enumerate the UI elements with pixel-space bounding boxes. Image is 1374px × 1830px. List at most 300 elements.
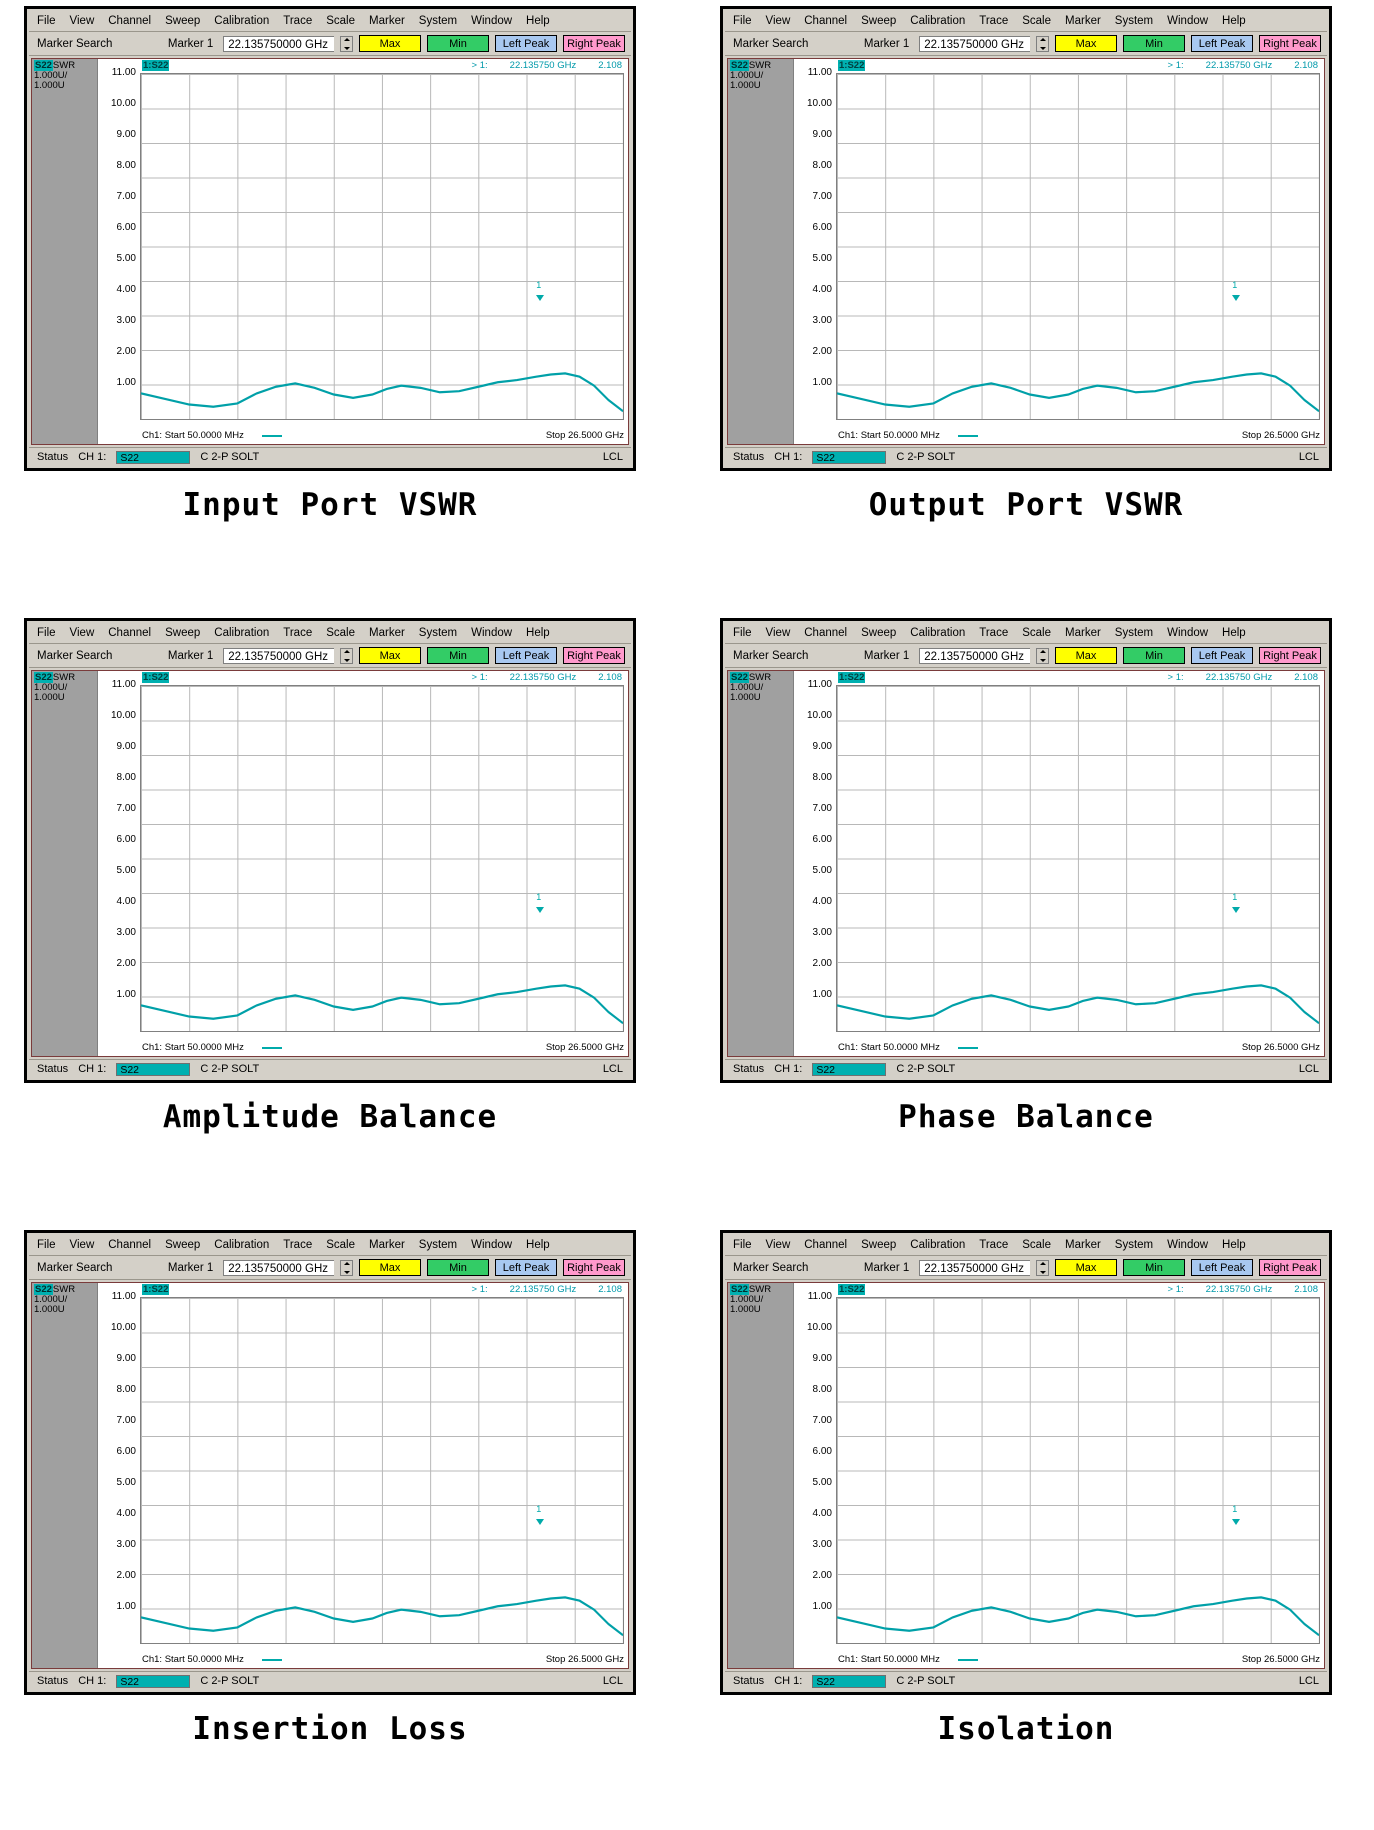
y-tick: 9.00: [116, 129, 136, 140]
marker-search-label: Marker Search: [733, 649, 809, 662]
plot-area[interactable]: [794, 671, 1324, 1056]
max-button[interactable]: Max: [1055, 35, 1117, 52]
y-tick: 4.00: [116, 896, 136, 907]
menu-item-file[interactable]: File: [37, 15, 56, 27]
menu-item-system[interactable]: System: [1114, 627, 1154, 639]
menu-item-calibration[interactable]: Calibration: [910, 1239, 966, 1251]
min-button[interactable]: Min: [1123, 1259, 1185, 1276]
menu-item-channel[interactable]: Channel: [804, 15, 848, 27]
y-tick: 8.00: [812, 1384, 832, 1395]
y-tick: 1.00: [812, 1601, 832, 1612]
trace-curve: [141, 74, 623, 419]
marker-frequency-stepper[interactable]: [1036, 36, 1049, 52]
right-peak-button[interactable]: Right Peak: [563, 35, 625, 52]
trace-display: [727, 1282, 1325, 1669]
trace-color-swatch: [262, 1047, 282, 1049]
menu-item-system[interactable]: System: [418, 15, 458, 27]
marker-frequency-stepper[interactable]: [1036, 1260, 1049, 1276]
trace-color-swatch: [958, 1047, 978, 1049]
y-tick: 2.00: [116, 346, 136, 357]
y-tick: 10.00: [806, 1322, 832, 1333]
plot-trace-chip: 1:S22: [143, 1284, 169, 1295]
menu-item-help[interactable]: Help: [1222, 1239, 1246, 1251]
y-tick: 6.00: [812, 222, 832, 233]
y-tick: 4.00: [812, 284, 832, 295]
status-label: Status: [37, 1675, 69, 1687]
trace-format: SWR: [748, 1284, 772, 1295]
trace-status-panel[interactable]: [32, 59, 98, 444]
marker-readout: [1168, 672, 1318, 683]
menu-item-channel[interactable]: Channel: [108, 627, 152, 639]
menu-item-sweep[interactable]: Sweep: [861, 627, 897, 639]
status-bar: [725, 1059, 1327, 1078]
sweep-stop-label: Stop 26.5000 GHz: [545, 430, 624, 441]
menu-item-marker[interactable]: Marker: [369, 627, 405, 639]
status-bar: [725, 447, 1327, 466]
right-peak-button[interactable]: Right Peak: [1259, 35, 1321, 52]
trace-name: S22: [35, 1284, 52, 1295]
menu-item-window[interactable]: Window: [1167, 15, 1209, 27]
marker-triangle-icon: [1232, 1519, 1240, 1525]
right-peak-button[interactable]: Right Peak: [563, 647, 625, 664]
y-tick: 10.00: [110, 710, 136, 721]
sweep-start-label: Ch1: Start 50.0000 MHz: [838, 430, 940, 441]
graph-grid: [836, 73, 1320, 420]
marker-readout-value: 2.108: [598, 672, 622, 683]
menu-item-sweep[interactable]: Sweep: [165, 15, 201, 27]
plot-trace-chip: 1:S22: [839, 60, 865, 71]
trace-info: [34, 1285, 75, 1315]
status-lcl-label: LCL: [602, 1063, 623, 1075]
y-axis-labels: [98, 671, 138, 1056]
trace-display: [31, 1282, 629, 1669]
menu-item-help[interactable]: Help: [526, 1239, 550, 1251]
status-channel-value[interactable]: S22: [812, 1675, 886, 1688]
sweep-start-label: Ch1: Start 50.0000 MHz: [142, 1042, 244, 1053]
trace-status-panel[interactable]: [32, 671, 98, 1056]
plot-area[interactable]: [98, 1283, 628, 1668]
marker-field-label: Marker 1: [863, 649, 910, 662]
marker-frequency-input[interactable]: 22.135750000 GHz: [919, 648, 1030, 664]
menu-item-trace[interactable]: Trace: [979, 1239, 1009, 1251]
status-channel-value[interactable]: S22: [812, 1063, 886, 1076]
left-peak-button[interactable]: Left Peak: [495, 647, 557, 664]
panel-isolation: [706, 1230, 1346, 1820]
y-tick: 3.00: [116, 927, 136, 938]
menu-item-marker[interactable]: Marker: [369, 1239, 405, 1251]
marker-frequency-input[interactable]: 22.135750000 GHz: [223, 648, 334, 664]
marker-readout-frequency: 22.135750 GHz: [509, 672, 577, 683]
panel-caption: Phase Balance: [898, 1099, 1154, 1135]
vna-window: [720, 1230, 1332, 1695]
trace-format: SWR: [748, 672, 772, 683]
menu-item-calibration[interactable]: Calibration: [214, 15, 270, 27]
trace-scale-div: 1.000U/: [730, 1294, 764, 1305]
graph-grid: [140, 73, 624, 420]
y-tick: 3.00: [116, 1539, 136, 1550]
max-button[interactable]: Max: [1055, 1259, 1117, 1276]
y-tick: 3.00: [812, 1539, 832, 1550]
menu-item-channel[interactable]: Channel: [804, 1239, 848, 1251]
y-tick: 4.00: [812, 1508, 832, 1519]
menu-item-help[interactable]: Help: [526, 627, 550, 639]
menu-item-view[interactable]: View: [69, 15, 95, 27]
marker-number-label: 1: [1232, 892, 1238, 902]
y-tick: 5.00: [116, 253, 136, 264]
menu-item-window[interactable]: Window: [471, 15, 513, 27]
sweep-stop-label: Stop 26.5000 GHz: [1241, 1042, 1320, 1053]
menu-item-system[interactable]: System: [1114, 1239, 1154, 1251]
x-axis-footer: [838, 1654, 1320, 1666]
menu-item-help[interactable]: Help: [1222, 627, 1246, 639]
y-tick: 4.00: [116, 1508, 136, 1519]
plot-area[interactable]: [98, 671, 628, 1056]
sweep-start-label: Ch1: Start 50.0000 MHz: [142, 430, 244, 441]
menu-item-help[interactable]: Help: [1222, 15, 1246, 27]
menu-item-trace[interactable]: Trace: [283, 627, 313, 639]
y-tick: 1.00: [116, 989, 136, 1000]
menu-item-file[interactable]: File: [37, 627, 56, 639]
trace-reference: 1.000U: [34, 80, 65, 91]
plot-area[interactable]: [794, 1283, 1324, 1668]
marker-readout: [472, 1284, 622, 1295]
status-label: Status: [733, 1675, 765, 1687]
marker-frequency-stepper[interactable]: [340, 648, 353, 664]
trace-curve: [837, 1298, 1319, 1643]
marker-triangle-icon: [536, 907, 544, 913]
trace-scale-div: 1.000U/: [730, 682, 764, 693]
marker-frequency-stepper[interactable]: [340, 36, 353, 52]
y-axis-labels: [794, 1283, 834, 1668]
menu-item-view[interactable]: View: [69, 627, 95, 639]
sweep-start-label: Ch1: Start 50.0000 MHz: [838, 1654, 940, 1665]
marker-readout-value: 2.108: [598, 1284, 622, 1295]
marker-frequency-input[interactable]: 22.135750000 GHz: [223, 36, 334, 52]
menu-item-view[interactable]: View: [765, 15, 791, 27]
plot-trace-chip: 1:S22: [143, 672, 169, 683]
left-peak-button[interactable]: Left Peak: [1191, 647, 1253, 664]
y-tick: 11.00: [111, 1291, 136, 1302]
marker-readout-prefix: > 1:: [1167, 60, 1184, 71]
vna-window: [720, 618, 1332, 1083]
menu-item-scale[interactable]: Scale: [1022, 627, 1052, 639]
trace-scale-div: 1.000U/: [34, 1294, 68, 1305]
panel-input-port-vswr: [10, 6, 650, 596]
menu-item-trace[interactable]: Trace: [283, 1239, 313, 1251]
y-tick: 1.00: [812, 989, 832, 1000]
marker-search-label: Marker Search: [733, 37, 809, 50]
marker-readout: [1168, 60, 1318, 71]
status-channel-value[interactable]: S22: [116, 1675, 190, 1688]
max-button[interactable]: Max: [359, 647, 421, 664]
y-tick: 2.00: [116, 1570, 136, 1581]
trace-status-panel[interactable]: [32, 1283, 98, 1668]
trace-status-panel[interactable]: [728, 1283, 794, 1668]
status-channel-label: CH 1:: [774, 1675, 803, 1687]
menu-item-channel[interactable]: Channel: [108, 15, 152, 27]
min-button[interactable]: Min: [1123, 35, 1185, 52]
menu-item-marker[interactable]: Marker: [369, 15, 405, 27]
y-axis-labels: [794, 59, 834, 444]
left-peak-button[interactable]: Left Peak: [495, 1259, 557, 1276]
marker-readout-frequency: 22.135750 GHz: [1205, 60, 1273, 71]
status-lcl-label: LCL: [602, 1675, 623, 1687]
marker-number-label: 1: [1232, 280, 1238, 290]
trace-curve: [141, 686, 623, 1031]
trace-display: [31, 58, 629, 445]
menu-item-window[interactable]: Window: [471, 627, 513, 639]
y-tick: 11.00: [807, 67, 832, 78]
marker-number-label: 1: [536, 892, 542, 902]
right-peak-button[interactable]: Right Peak: [1259, 647, 1321, 664]
max-button[interactable]: Max: [359, 1259, 421, 1276]
left-peak-button[interactable]: Left Peak: [495, 35, 557, 52]
graph-grid: [140, 1297, 624, 1644]
menu-item-calibration[interactable]: Calibration: [214, 1239, 270, 1251]
menu-item-channel[interactable]: Channel: [108, 1239, 152, 1251]
y-tick: 8.00: [116, 772, 136, 783]
menu-item-sweep[interactable]: Sweep: [165, 627, 201, 639]
y-tick: 2.00: [812, 1570, 832, 1581]
y-tick: 6.00: [812, 1446, 832, 1457]
min-button[interactable]: Min: [1123, 647, 1185, 664]
y-tick: 1.00: [812, 377, 832, 388]
max-button[interactable]: Max: [359, 35, 421, 52]
marker-frequency-input[interactable]: 22.135750000 GHz: [919, 1260, 1030, 1276]
min-button[interactable]: Min: [427, 1259, 489, 1276]
y-tick: 6.00: [116, 222, 136, 233]
trace-scale-div: 1.000U/: [34, 682, 68, 693]
y-tick: 10.00: [110, 98, 136, 109]
marker-search-toolbar: [725, 644, 1327, 668]
sweep-stop-label: Stop 26.5000 GHz: [1241, 1654, 1320, 1665]
status-label: Status: [733, 451, 765, 463]
status-bar: [29, 1059, 631, 1078]
plot-area[interactable]: [98, 59, 628, 444]
marker-search-toolbar: [29, 1256, 631, 1280]
marker-readout-prefix: > 1:: [1167, 1284, 1184, 1295]
y-tick: 10.00: [806, 98, 832, 109]
trace-status-panel[interactable]: [728, 671, 794, 1056]
marker-search-label: Marker Search: [37, 649, 113, 662]
menu-item-scale[interactable]: Scale: [326, 1239, 356, 1251]
trace-color-swatch: [958, 435, 978, 437]
plot-trace-chip: 1:S22: [839, 1284, 865, 1295]
min-button[interactable]: Min: [427, 647, 489, 664]
menu-bar: [29, 623, 631, 644]
y-tick: 9.00: [116, 1353, 136, 1364]
y-tick: 2.00: [812, 346, 832, 357]
menu-item-trace[interactable]: Trace: [979, 627, 1009, 639]
menu-item-calibration[interactable]: Calibration: [214, 627, 270, 639]
left-peak-button[interactable]: Left Peak: [1191, 1259, 1253, 1276]
status-channel-value[interactable]: S22: [116, 451, 190, 464]
panel-caption: Isolation: [937, 1711, 1115, 1747]
marker-readout-frequency: 22.135750 GHz: [1205, 672, 1273, 683]
trace-format: SWR: [52, 1284, 76, 1295]
y-tick: 3.00: [812, 927, 832, 938]
trace-reference: 1.000U: [730, 80, 761, 91]
menu-item-calibration[interactable]: Calibration: [910, 15, 966, 27]
trace-info: [34, 61, 75, 91]
menu-item-channel[interactable]: Channel: [804, 627, 848, 639]
y-axis-labels: [98, 1283, 138, 1668]
menu-item-window[interactable]: Window: [1167, 1239, 1209, 1251]
y-tick: 6.00: [116, 1446, 136, 1457]
panel-insertion-loss: [10, 1230, 650, 1820]
y-tick: 7.00: [116, 191, 136, 202]
y-tick: 3.00: [116, 315, 136, 326]
menu-bar: [725, 623, 1327, 644]
marker-field-label: Marker 1: [167, 37, 214, 50]
y-tick: 2.00: [116, 958, 136, 969]
trace-status-panel[interactable]: [728, 59, 794, 444]
right-peak-button[interactable]: Right Peak: [1259, 1259, 1321, 1276]
menu-item-marker[interactable]: Marker: [1065, 1239, 1101, 1251]
trace-scale-div: 1.000U/: [34, 70, 68, 81]
trace-info: [34, 673, 75, 703]
y-tick: 8.00: [812, 160, 832, 171]
trace-curve: [837, 74, 1319, 419]
marker-search-toolbar: [725, 32, 1327, 56]
marker-search-toolbar: [29, 644, 631, 668]
menu-item-view[interactable]: View: [765, 627, 791, 639]
trace-scale-div: 1.000U/: [730, 70, 764, 81]
y-tick: 5.00: [812, 865, 832, 876]
y-tick: 2.00: [812, 958, 832, 969]
menu-item-file[interactable]: File: [733, 627, 752, 639]
menu-item-sweep[interactable]: Sweep: [165, 1239, 201, 1251]
menu-bar: [725, 1235, 1327, 1256]
trace-display: [727, 58, 1325, 445]
menu-item-view[interactable]: View: [69, 1239, 95, 1251]
trace-color-swatch: [958, 1659, 978, 1661]
marker-readout: [1168, 1284, 1318, 1295]
trace-info: [730, 1285, 771, 1315]
menu-item-scale[interactable]: Scale: [1022, 15, 1052, 27]
plot-area[interactable]: [794, 59, 1324, 444]
marker-readout-prefix: > 1:: [471, 60, 488, 71]
panel-output-port-vswr: [706, 6, 1346, 596]
vna-window: [24, 618, 636, 1083]
panel-phase-balance: [706, 618, 1346, 1208]
marker-field-label: Marker 1: [167, 1261, 214, 1274]
status-channel-label: CH 1:: [78, 451, 107, 463]
sweep-stop-label: Stop 26.5000 GHz: [545, 1654, 624, 1665]
marker-frequency-stepper[interactable]: [340, 1260, 353, 1276]
y-axis-labels: [794, 671, 834, 1056]
panel-caption: Input Port VSWR: [182, 487, 478, 523]
vna-window: [720, 6, 1332, 471]
trace-info: [730, 61, 771, 91]
menu-item-trace[interactable]: Trace: [979, 15, 1009, 27]
menu-bar: [725, 11, 1327, 32]
menu-item-trace[interactable]: Trace: [283, 15, 313, 27]
y-tick: 5.00: [116, 1477, 136, 1488]
left-peak-button[interactable]: Left Peak: [1191, 35, 1253, 52]
menu-item-marker[interactable]: Marker: [1065, 15, 1101, 27]
status-cal-label: C 2-P SOLT: [896, 1063, 956, 1075]
y-tick: 9.00: [812, 741, 832, 752]
status-lcl-label: LCL: [1298, 1063, 1319, 1075]
menu-item-view[interactable]: View: [765, 1239, 791, 1251]
x-axis-footer: [838, 430, 1320, 442]
plot-trace-chip: 1:S22: [839, 672, 865, 683]
status-channel-value[interactable]: S22: [812, 451, 886, 464]
sweep-stop-label: Stop 26.5000 GHz: [1241, 430, 1320, 441]
menu-item-calibration[interactable]: Calibration: [910, 627, 966, 639]
marker-readout-value: 2.108: [1294, 60, 1318, 71]
y-tick: 9.00: [812, 1353, 832, 1364]
menu-item-scale[interactable]: Scale: [326, 15, 356, 27]
trace-name: S22: [35, 60, 52, 71]
trace-display: [727, 670, 1325, 1057]
menu-item-file[interactable]: File: [733, 15, 752, 27]
trace-reference: 1.000U: [34, 692, 65, 703]
marker-readout: [472, 672, 622, 683]
status-cal-label: C 2-P SOLT: [896, 1675, 956, 1687]
menu-item-system[interactable]: System: [1114, 15, 1154, 27]
menu-item-system[interactable]: System: [418, 1239, 458, 1251]
menu-item-file[interactable]: File: [37, 1239, 56, 1251]
menu-item-file[interactable]: File: [733, 1239, 752, 1251]
status-lcl-label: LCL: [1298, 451, 1319, 463]
status-channel-label: CH 1:: [774, 451, 803, 463]
status-channel-value[interactable]: S22: [116, 1063, 190, 1076]
menu-item-system[interactable]: System: [418, 627, 458, 639]
menu-item-help[interactable]: Help: [526, 15, 550, 27]
sweep-start-label: Ch1: Start 50.0000 MHz: [142, 1654, 244, 1665]
trace-display: [31, 670, 629, 1057]
plot-trace-chip: 1:S22: [143, 60, 169, 71]
marker-frequency-stepper[interactable]: [1036, 648, 1049, 664]
y-tick: 7.00: [116, 1415, 136, 1426]
y-tick: 11.00: [111, 679, 136, 690]
y-tick: 6.00: [116, 834, 136, 845]
marker-readout-value: 2.108: [598, 60, 622, 71]
menu-item-sweep[interactable]: Sweep: [861, 1239, 897, 1251]
y-tick: 10.00: [110, 1322, 136, 1333]
menu-item-window[interactable]: Window: [471, 1239, 513, 1251]
right-peak-button[interactable]: Right Peak: [563, 1259, 625, 1276]
y-tick: 7.00: [812, 1415, 832, 1426]
marker-readout-prefix: > 1:: [471, 672, 488, 683]
x-axis-footer: [142, 1042, 624, 1054]
status-lcl-label: LCL: [602, 451, 623, 463]
status-cal-label: C 2-P SOLT: [200, 1675, 260, 1687]
marker-frequency-input[interactable]: 22.135750000 GHz: [919, 36, 1030, 52]
trace-curve: [141, 1298, 623, 1643]
menu-item-sweep[interactable]: Sweep: [861, 15, 897, 27]
max-button[interactable]: Max: [1055, 647, 1117, 664]
trace-color-swatch: [262, 435, 282, 437]
menu-item-window[interactable]: Window: [1167, 627, 1209, 639]
marker-search-label: Marker Search: [733, 1261, 809, 1274]
trace-reference: 1.000U: [730, 692, 761, 703]
marker-frequency-input[interactable]: 22.135750000 GHz: [223, 1260, 334, 1276]
menu-item-scale[interactable]: Scale: [326, 627, 356, 639]
menu-item-scale[interactable]: Scale: [1022, 1239, 1052, 1251]
y-axis-labels: [98, 59, 138, 444]
menu-item-marker[interactable]: Marker: [1065, 627, 1101, 639]
y-tick: 7.00: [116, 803, 136, 814]
y-tick: 8.00: [116, 160, 136, 171]
y-tick: 7.00: [812, 191, 832, 202]
min-button[interactable]: Min: [427, 35, 489, 52]
status-bar: [29, 447, 631, 466]
sweep-start-label: Ch1: Start 50.0000 MHz: [838, 1042, 940, 1053]
vna-window: [24, 6, 636, 471]
